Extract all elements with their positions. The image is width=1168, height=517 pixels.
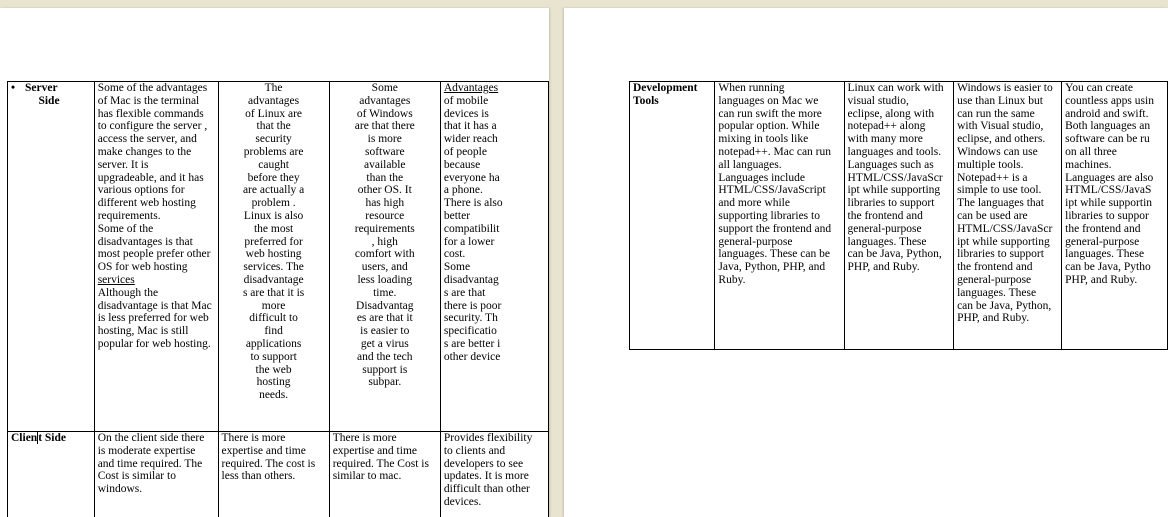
client-mobile-text: Provides flexibility to clients and developers to see updates. It is more difficult than other devices. (443, 432, 533, 508)
server-mac-text-part2: Although the disadvantage is that Mac is less preferred for web hosting, Mac is still popular for web hosting. (97, 286, 212, 350)
dev-windows-cell[interactable] (954, 82, 1062, 350)
server-side-row (8, 82, 549, 432)
client-windows-text: There is more expertise and time required. The Cost is similar to mac. (332, 432, 429, 483)
client-label-part1: Clien (11, 432, 38, 444)
client-label-part2: t Side (38, 432, 66, 444)
dev-windows-text: Windows is easier to use than Linux but can run the same with Visual studio, eclipse, and others. Windows can use multiple tools. Notepad++ is a simple to use tool. The languages that can be used are HTML/CSS/JavaScr ipt while supporting libraries to support the frontend and general-purpose languages. These can be Java, Python, PHP, and Ruby. (957, 82, 1053, 325)
advantages-link[interactable]: Advantages (443, 82, 499, 94)
server-windows-text: Some advantages of Windows are that there is more software available than the other OS. It has high resource requirements , high comfort with users, and less loading time. Disadvantag es are that it is easier to get a virus and the tech support is subpar. (354, 82, 415, 389)
dev-linux-cell[interactable] (844, 82, 954, 350)
client-windows-cell[interactable] (329, 432, 440, 517)
os-comparison-table-left (7, 81, 549, 517)
server-linux-cell[interactable] (218, 82, 329, 432)
server-mac-cell[interactable] (94, 82, 218, 432)
client-mobile-cell[interactable] (440, 432, 548, 517)
document-page-left (0, 8, 549, 517)
development-tools-label-cell[interactable] (630, 82, 715, 350)
dev-mobile-text: You can create countless apps usin android and swift. Both languages an software can be ru on all three machines. Languages are also HTML/CSS/JavaS ipt while supportin libraries to suppor the frontend and general-purpose languages. These can be Java, Pytho PHP, and Ruby. (1065, 82, 1154, 286)
server-windows-cell[interactable] (329, 82, 440, 432)
document-page-right (564, 8, 1168, 517)
client-linux-cell[interactable] (218, 432, 329, 517)
dev-linux-text: Linux can work with visual studio, eclipse, along with notepad++ along with many more languages and tools. Languages such as HTML/CSS/JavaScr ipt while supporting libraries to support the frontend and general-purpose languages. These can be Java, Python, PHP, and Ruby. (847, 82, 944, 274)
server-mac-text-part1: Some of the advantages of Mac is the terminal has flexible commands to configure the server , access the server, and make changes to the server. It is upgradeable, and it has various options for different web hosting requirements. Some of the disadvantages is that most people prefer other OS for web hosting (97, 82, 211, 274)
client-linux-text: There is more expertise and time required. The cost is less than others. (221, 432, 316, 483)
client-mac-cell[interactable] (94, 432, 218, 517)
client-side-label-cell[interactable] (8, 432, 95, 517)
dev-mac-text: When running languages on Mac we can run swift the more popular option. While mixing in tools like notepad++. Mac can run all languages. Languages include HTML/CSS/JavaScript and more while supporting libraries to support the frontend and general-purpose languages. These can be Java, Python, PHP, and Ruby. (718, 82, 832, 286)
development-tools-label: Development Tools (633, 82, 698, 107)
server-linux-text: The advantages of Linux are that the security problems are caught before they are actually a problem . Linux is also the most preferred for web hosting services. The disadvantage s are that it is more difficult to find applications to support the web hosting needs. (242, 82, 305, 402)
server-label-line1: Server (25, 82, 58, 94)
client-mac-text: On the client side there is moderate expertise and time required. The Cost is similar to windows. (97, 432, 205, 496)
server-mobile-cell[interactable] (440, 82, 548, 432)
services-link[interactable]: services (97, 273, 135, 286)
server-label-line2: Side (38, 94, 60, 107)
client-side-row (8, 432, 549, 517)
os-comparison-table-right (629, 81, 1168, 350)
bullet-icon: • (11, 82, 16, 94)
dev-mobile-cell[interactable] (1062, 82, 1168, 350)
server-side-label-cell[interactable] (8, 82, 95, 432)
development-tools-row (630, 82, 1168, 350)
server-mobile-text: of mobile devices is that it has a wider reach of people because everyone ha a phone. There is also better compatibilit for a lower cost. Some disadvantag s are that there is poor security. Th specificatio s are better i other device (443, 94, 503, 363)
dev-mac-cell[interactable] (715, 82, 844, 350)
